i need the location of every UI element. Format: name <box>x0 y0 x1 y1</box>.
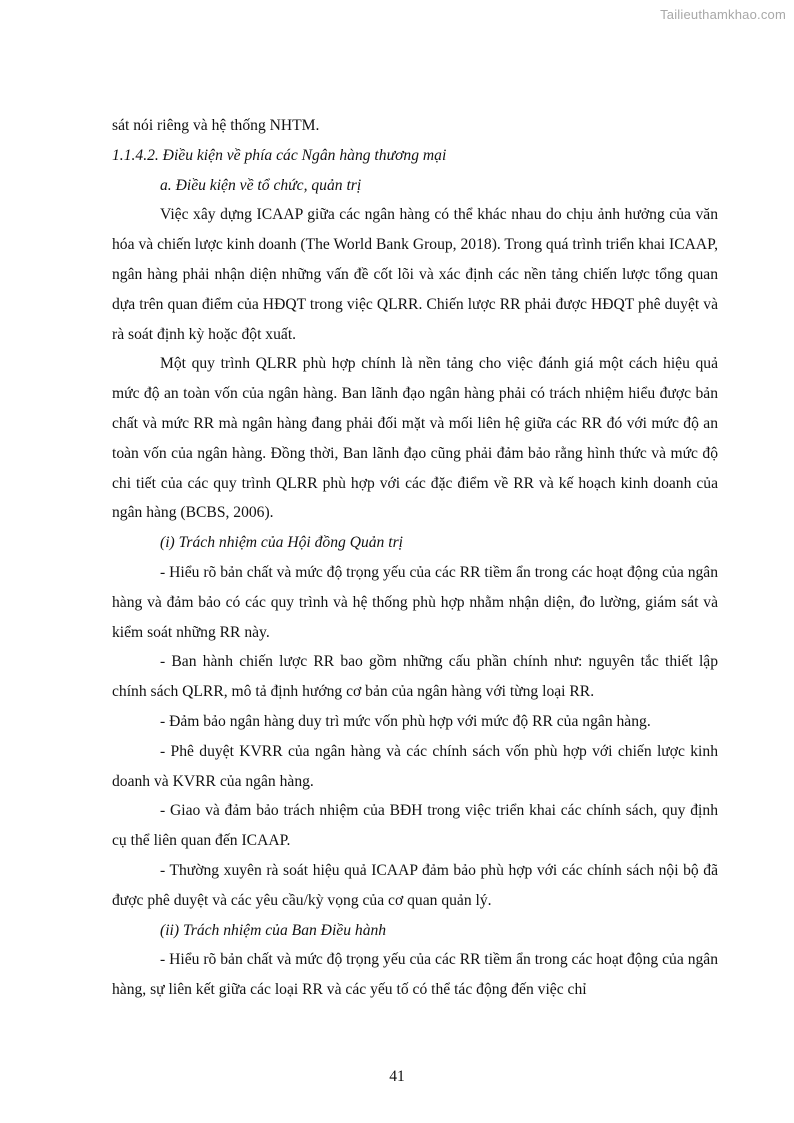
list-item: - Ban hành chiến lược RR bao gồm những cấu phần chính như: nguyên tắc thiết lập chính sách QLRR, mô tả định hướng cơ bản của ngân hàng với từng loại RR. <box>112 653 718 701</box>
list-item: - Hiểu rõ bản chất và mức độ trọng yếu của các RR tiềm ẩn trong các hoạt động của ngân hàng và đảm bảo có các quy trình và hệ thống phù hợp nhằm nhận diện, đo lường, giám sát và kiểm soát những RR này. <box>112 563 718 641</box>
list-item: - Phê duyệt KVRR của ngân hàng và các chính sách vốn phù hợp với chiến lược kinh doanh và KVRR của ngân hàng. <box>112 742 718 790</box>
section-heading: 1.1.4.2. Điều kiện về phía các Ngân hàng thương mại <box>112 146 447 164</box>
list-item: - Giao và đảm bảo trách nhiệm của BĐH trong việc triển khai các chính sách, quy định cụ thể liên quan đến ICAAP. <box>112 802 718 850</box>
continuation-line: sát nói riêng và hệ thống NHTM. <box>112 117 320 134</box>
page-number: 41 <box>389 1068 405 1085</box>
list-item: - Đảm bảo ngân hàng duy trì mức vốn phù hợp với mức độ RR của ngân hàng. <box>160 712 651 730</box>
list-item: - Hiểu rõ bản chất và mức độ trọng yếu của các RR tiềm ẩn trong các hoạt động của ngân hàng, sự liên kết giữa các loại RR và các yếu tố có thể tác động đến việc chỉ <box>112 951 718 999</box>
board-responsibility-heading: (i) Trách nhiệm của Hội đồng Quản trị <box>160 534 403 552</box>
subsection-heading: a. Điều kiện về tổ chức, quản trị <box>160 176 362 194</box>
paragraph-risk-process: Một quy trình QLRR phù hợp chính là nền tảng cho việc đánh giá một cách hiệu quả mức độ an toàn vốn của ngân hàng. Ban lãnh đạo ngân hàng phải có trách nhiệm hiểu được bản chất và mức RR mà ngân hàng đang phải đối mặt và mối liên hệ giữa các RR đó với mức độ an toàn vốn của ngân hàng. Đồng thời, Ban lãnh đạo cũng phải đảm bảo rằng hình thức và mức độ chi tiết của các quy trình QLRR phù hợp với các đặc điểm về RR và kế hoạch kinh doanh của ngân hàng (BCBS, 2006). <box>112 355 718 522</box>
management-responsibility-heading: (ii) Trách nhiệm của Ban Điều hành <box>160 921 387 939</box>
document-body <box>112 111 718 1005</box>
watermark-text: Tailieuthamkhao.com <box>660 7 786 22</box>
list-item: - Thường xuyên rà soát hiệu quả ICAAP đảm bảo phù hợp với các chính sách nội bộ đã được phê duyệt và các yêu cầu/kỳ vọng của cơ quan quản lý. <box>112 861 718 909</box>
paragraph-icaap-strategy: Việc xây dựng ICAAP giữa các ngân hàng có thể khác nhau do chịu ảnh hưởng của văn hóa và chiến lược kinh doanh (The World Bank Group, 2018). Trong quá trình triển khai ICAAP, ngân hàng phải nhận diện những vấn đề cốt lõi và xác định các nền tảng chiến lược tổng quan dựa trên quan điểm của HĐQT trong việc QLRR. Chiến lược RR phải được HĐQT phê duyệt và rà soát định kỳ hoặc đột xuất. <box>112 206 718 343</box>
